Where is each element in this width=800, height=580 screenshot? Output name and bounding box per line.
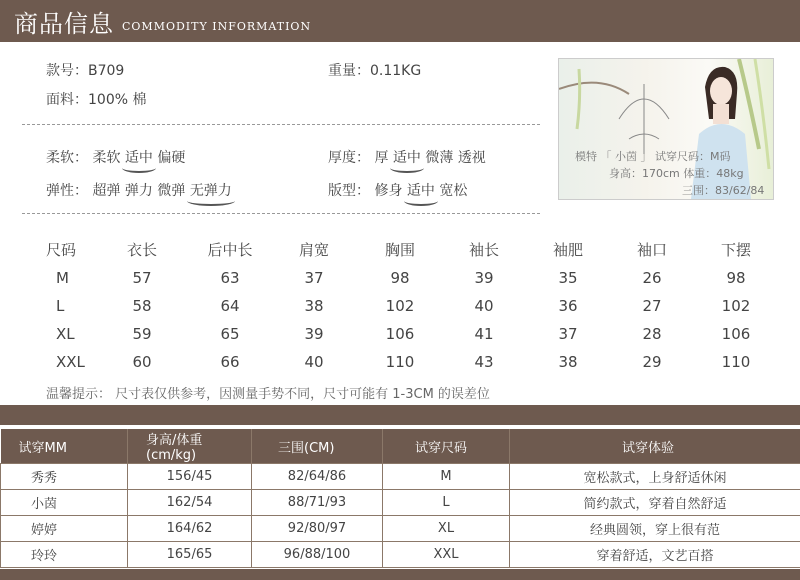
model-height-weight bbox=[609, 165, 744, 181]
tryon-header: 三围(CM) bbox=[252, 429, 383, 464]
tryon-cell: L bbox=[383, 490, 510, 516]
size-value: 60 bbox=[132, 353, 152, 371]
thickness-label: 厚度： bbox=[328, 150, 370, 166]
size-value: 37 bbox=[558, 325, 578, 343]
size-value: 40 bbox=[474, 297, 494, 315]
model-measurements: 三围：83/62/84 bbox=[682, 184, 765, 197]
fit-option-selected: 适中 bbox=[407, 180, 435, 200]
fabric-value: 100% 棉 bbox=[88, 92, 147, 108]
tryon-cell: XL bbox=[383, 516, 510, 542]
size-value: 110 bbox=[385, 353, 415, 371]
size-value: 43 bbox=[474, 353, 494, 371]
size-value: 36 bbox=[558, 297, 578, 315]
elasticity-option: 微弹 bbox=[157, 183, 186, 199]
softness-option-selected: 适中 bbox=[125, 147, 153, 167]
tryon-cell: 92/80/97 bbox=[252, 516, 383, 542]
size-value: 38 bbox=[558, 353, 578, 371]
fabric-label: 面料： bbox=[46, 92, 88, 108]
size-value: 40 bbox=[304, 353, 324, 371]
size-value: 106 bbox=[385, 325, 415, 343]
header-title-en: COMMODITY INFORMATION bbox=[122, 20, 312, 33]
thickness-option-selected: 适中 bbox=[393, 147, 421, 167]
footer-bar bbox=[0, 569, 800, 580]
softness-option: 偏硬 bbox=[157, 150, 186, 166]
size-label: XL bbox=[56, 325, 75, 343]
size-value: 59 bbox=[132, 325, 152, 343]
tryon-cell: 婷婷 bbox=[1, 516, 128, 542]
size-value: 39 bbox=[304, 325, 324, 343]
tryon-cell: M bbox=[383, 464, 510, 490]
size-header: 衣长 bbox=[126, 241, 157, 259]
size-value: 29 bbox=[642, 353, 662, 371]
tryon-header: 试穿体验 bbox=[510, 429, 800, 464]
size-header: 袖肥 bbox=[552, 241, 583, 259]
size-header: 尺码 bbox=[46, 241, 77, 259]
size-header: 袖口 bbox=[636, 241, 667, 259]
tryon-header: 试穿MM bbox=[1, 429, 128, 464]
model-size: 试穿尺码：M码 bbox=[655, 150, 731, 163]
weight-value: 0.11KG bbox=[370, 63, 422, 79]
attr-softness bbox=[46, 147, 185, 167]
tryon-cell: 162/54 bbox=[128, 490, 252, 516]
style-label: 款号： bbox=[46, 63, 88, 79]
tryon-cell: 秀秀 bbox=[1, 464, 128, 490]
size-value: 102 bbox=[721, 297, 751, 315]
model-height: 身高：170cm bbox=[609, 167, 680, 180]
tryon-cell: 宽松款式，上身舒适休闲 bbox=[510, 464, 800, 490]
divider bbox=[22, 213, 540, 214]
size-value: 37 bbox=[304, 269, 324, 287]
thickness-option: 透视 bbox=[457, 150, 486, 166]
size-value: 58 bbox=[132, 297, 152, 315]
size-header: 袖长 bbox=[468, 241, 499, 259]
size-header: 肩宽 bbox=[298, 241, 329, 259]
elasticity-label: 弹性： bbox=[46, 183, 88, 199]
tryon-cell: 156/45 bbox=[128, 464, 252, 490]
table-row bbox=[1, 464, 800, 490]
softness-option: 柔软 bbox=[92, 150, 121, 166]
fit-option: 宽松 bbox=[439, 183, 468, 199]
size-label: L bbox=[56, 297, 65, 315]
size-label: M bbox=[56, 269, 69, 287]
elasticity-option-selected: 无弹力 bbox=[190, 180, 232, 200]
tryon-header: 身高/体重(cm/kg) bbox=[128, 429, 252, 464]
size-value: 39 bbox=[474, 269, 494, 287]
model-name-label: 模特 bbox=[575, 150, 597, 163]
size-value: 57 bbox=[132, 269, 152, 287]
size-header: 下摆 bbox=[720, 241, 751, 259]
size-value: 27 bbox=[642, 297, 662, 315]
tryon-cell: 82/64/86 bbox=[252, 464, 383, 490]
tryon-cell: 简约款式，穿着自然舒适 bbox=[510, 490, 800, 516]
softness-label: 柔软： bbox=[46, 150, 88, 166]
tryon-cell: 小茵 bbox=[1, 490, 128, 516]
size-header: 后中长 bbox=[207, 241, 253, 259]
tryon-cell: 88/71/93 bbox=[252, 490, 383, 516]
model-name-value: 「 小茵 」 bbox=[600, 150, 652, 163]
section-bar bbox=[0, 405, 800, 425]
tryon-cell: 玲玲 bbox=[1, 542, 128, 568]
fit-label: 版型： bbox=[328, 183, 370, 199]
fabric bbox=[46, 89, 146, 109]
elasticity-option: 超弹 bbox=[92, 183, 121, 199]
size-value: 38 bbox=[304, 297, 324, 315]
model-name bbox=[575, 148, 731, 164]
size-label: XXL bbox=[56, 353, 85, 371]
divider bbox=[22, 124, 540, 125]
tryon-cell: 穿着舒适，文艺百搭 bbox=[510, 542, 800, 568]
size-note: 温馨提示： 尺寸表仅供参考，因测量手势不同，尺寸可能有 1-3CM 的误差位 bbox=[46, 387, 490, 402]
table-row bbox=[1, 542, 800, 568]
size-value: 66 bbox=[220, 353, 240, 371]
attr-elasticity bbox=[46, 180, 232, 200]
tryon-cell: 164/62 bbox=[128, 516, 252, 542]
size-value: 26 bbox=[642, 269, 662, 287]
attr-fit bbox=[328, 180, 467, 200]
size-value: 63 bbox=[220, 269, 240, 287]
table-row bbox=[1, 490, 800, 516]
size-value: 106 bbox=[721, 325, 751, 343]
size-value: 64 bbox=[220, 297, 240, 315]
thickness-option: 厚 bbox=[374, 150, 389, 166]
size-header: 胸围 bbox=[384, 241, 415, 259]
tryon-header-row bbox=[1, 429, 800, 464]
section-header bbox=[0, 0, 800, 42]
size-value: 28 bbox=[642, 325, 662, 343]
size-value: 35 bbox=[558, 269, 578, 287]
style-number bbox=[46, 60, 124, 80]
weight bbox=[328, 60, 421, 80]
size-value: 98 bbox=[390, 269, 410, 287]
weight-label: 重量： bbox=[328, 63, 370, 79]
tryon-cell: XXL bbox=[383, 542, 510, 568]
thickness-option: 微薄 bbox=[425, 150, 454, 166]
size-value: 98 bbox=[726, 269, 746, 287]
model-weight: 体重：48kg bbox=[683, 167, 744, 180]
model-photo bbox=[558, 58, 774, 200]
tryon-cell: 165/65 bbox=[128, 542, 252, 568]
header-title-cn: 商品信息 bbox=[14, 10, 114, 38]
tryon-header: 试穿尺码 bbox=[383, 429, 510, 464]
tryon-cell: 96/88/100 bbox=[252, 542, 383, 568]
size-value: 110 bbox=[721, 353, 751, 371]
elasticity-option: 弹力 bbox=[124, 183, 153, 199]
size-value: 65 bbox=[220, 325, 240, 343]
fit-option: 修身 bbox=[374, 183, 403, 199]
attr-thickness bbox=[328, 147, 486, 167]
size-value: 102 bbox=[385, 297, 415, 315]
style-value: B709 bbox=[88, 63, 125, 79]
tryon-table bbox=[0, 429, 800, 568]
table-row bbox=[1, 516, 800, 542]
tryon-cell: 经典圆领，穿上很有范 bbox=[510, 516, 800, 542]
size-value: 41 bbox=[474, 325, 494, 343]
